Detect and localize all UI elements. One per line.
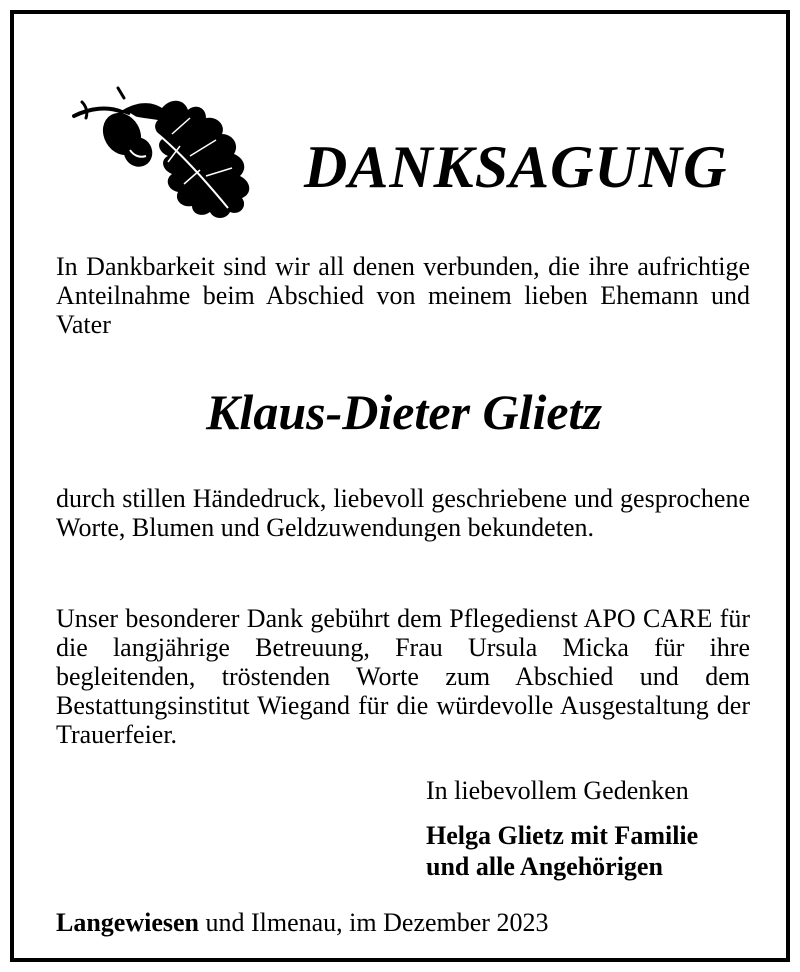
place-and-date	[56, 908, 548, 938]
body-paragraph: durch stillen Händedruck, liebevoll geschriebene und gesprochene Worte, Blumen und Geldzuwendungen bekundeten.	[56, 484, 750, 542]
closing-line: In liebevollem Gedenken	[426, 776, 689, 805]
signer-line: Helga Glietz mit Familie	[426, 821, 699, 850]
signer-line: und alle Angehörigen	[426, 852, 663, 881]
special-thanks-paragraph: Unser besonderer Dank gebührt dem Pflegedienst APO CARE für die langjährige Betreuung, Frau Ursula Micka für ihre begleitenden, tröstenden Worte zum Abschied und dem Bestattungsinstitut Wiegand für die würdevolle Ausgestaltung der Trauerfeier.	[56, 604, 750, 749]
notice-title: DANKSAGUNG	[304, 134, 728, 200]
place-name: Langewiesen	[56, 908, 199, 937]
oak-leaf-acorn-icon	[60, 72, 274, 222]
signers	[426, 820, 698, 882]
notice-frame	[10, 10, 790, 962]
deceased-name: Klaus-Dieter Glietz	[206, 384, 602, 440]
place-date: und Ilmenau, im Dezember 2023	[199, 908, 549, 937]
intro-paragraph: In Dankbarkeit sind wir all denen verbunden, die ihre aufrichtige Anteilnahme beim Abschied von meinem lieben Ehemann und Vater	[56, 252, 750, 339]
